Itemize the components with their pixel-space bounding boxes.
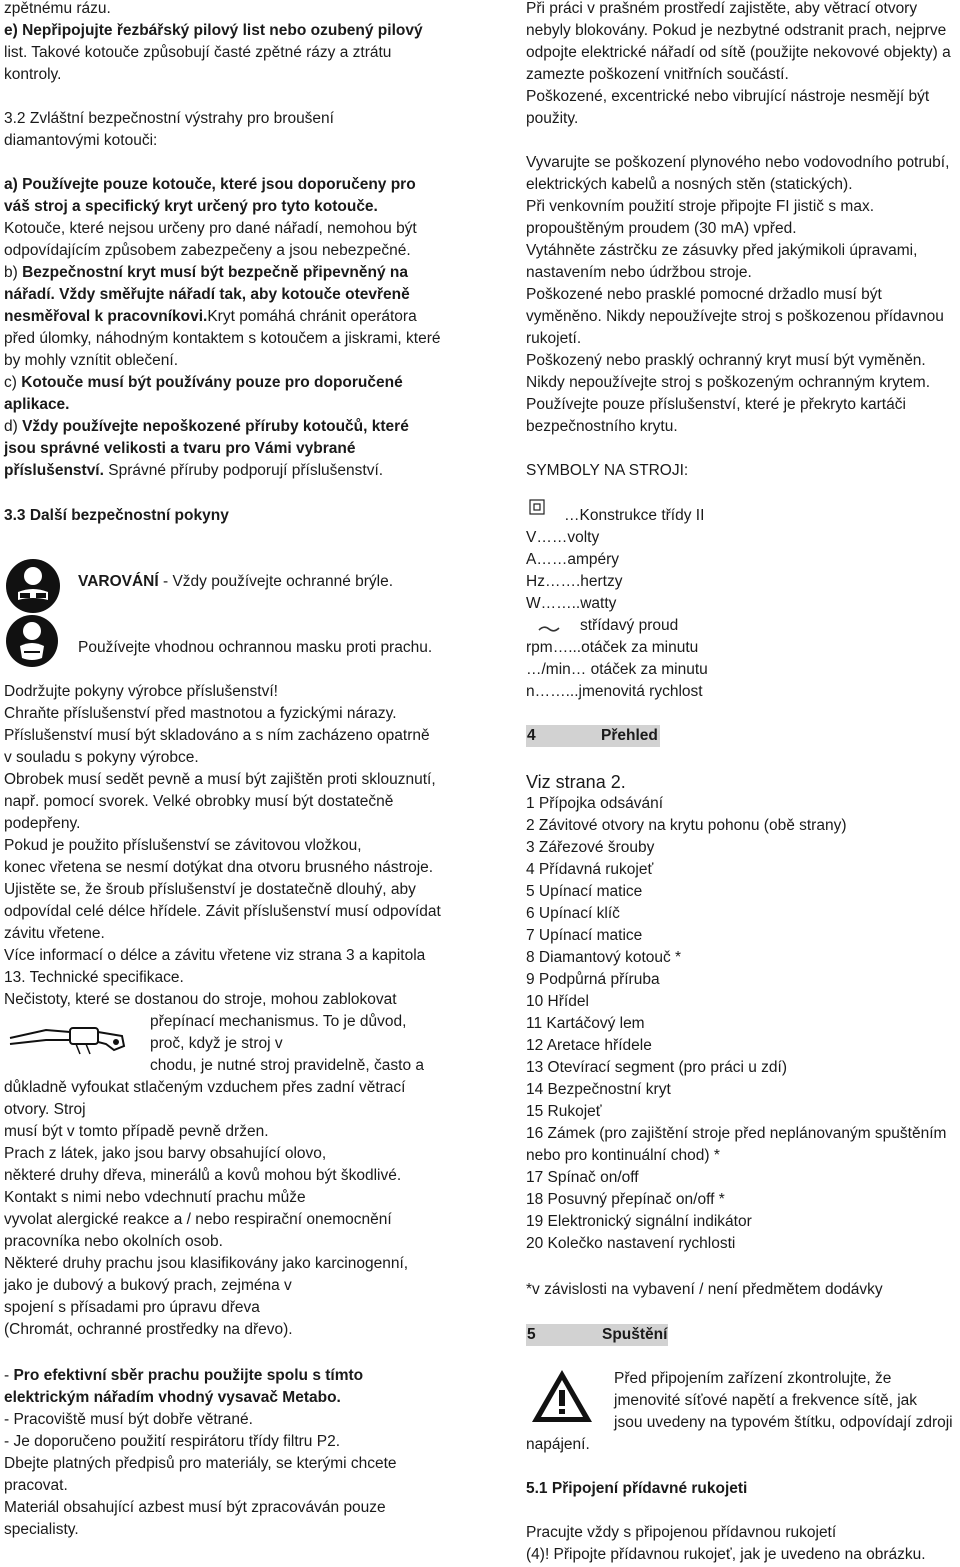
text-line: nesměřoval k pracovníkovi.Kryt pomáhá chránit operátora [4,308,417,325]
text-line: spojení s přísadami pro úpravu dřeva [4,1299,260,1316]
dust-mask-icon [4,614,60,668]
parts-list-item: 11 Kartáčový lem [526,1015,645,1032]
warning-line: VAROVÁNÍ - Vždy používejte ochranné brýle. [78,573,394,590]
text-line: Pracujte vždy s připojenou přídavnou rukojetí [526,1524,837,1541]
text-line: Kontakt s nimi nebo vdechnutí prachu může [4,1189,306,1206]
symbol-line: A……ampéry [526,551,620,568]
text-line: Pokud je použito příslušenství se závitovou vložkou, [4,837,362,854]
symbol-line: střídavý proud [580,617,679,634]
text-line: elektrických kabelů a nosných stěn (statických). [526,176,853,193]
alternating-current-icon [538,624,560,634]
parts-list-item: 8 Diamantový kotouč * [526,949,682,966]
parts-list-item: 16 Zámek (pro zajištění stroje před neplánovaným spuštěním [526,1125,947,1142]
text-line: Ujistěte se, že šroub příslušenství je dostatečně dlouhý, aby [4,881,416,898]
parts-list-item: 7 Upínací matice [526,927,643,944]
parts-list-item: 1 Přípojka odsávání [526,795,664,812]
text-line: vyvolat alergické reakce a / nebo respirační onemocnění [4,1211,392,1228]
text-line: zamezte poškození vnitřních součástí. [526,66,789,83]
text-line: nebyly blokovány. Pokud je nezbytné odstranit prach, nejprve [526,22,947,39]
text-line: Vytáhněte zástrčku ze zásuvky před jakýmikoli úpravami, [526,242,918,259]
text-line: aplikace. [4,396,70,413]
section-heading: diamantovými kotouči: [4,132,158,149]
class-ii-symbol-icon [529,499,545,515]
text-line: pracovat. [4,1477,68,1494]
text-line: c) Kotouče musí být používány pouze pro doporučené [4,374,403,391]
text-line: by mohly vznítit oblečení. [4,352,179,369]
text-line: jako je dubový a bukový prach, zejména v [4,1277,292,1294]
section-heading: 5.1 Připojení přídavné rukojeti [526,1480,748,1497]
text-line: otvory. Stroj [4,1101,86,1118]
text-line: Při práci v prašném prostředí zajistěte, aby větrací otvory [526,0,918,17]
text-line: b) Bezpečnostní kryt musí být bezpečně připevněný na [4,264,408,281]
text-line: Materiál obsahující azbest musí být zpracováván pouze [4,1499,386,1516]
text-line: kontroly. [4,66,62,83]
text-line: a) Používejte pouze kotouče, které jsou doporučeny pro [4,176,416,193]
text-line: v souladu s pokyny výrobce. [4,749,199,766]
text-line: důkladně vyfoukat stlačeným vzduchem přes zadní větrací [4,1079,406,1096]
text-line: Poškozené, excentrické nebo vibrující nástroje nesmějí být [526,88,930,105]
text-line: Používejte pouze příslušenství, které je překryto kartáči [526,396,906,413]
section-5-title: Spuštění [602,1326,668,1343]
parts-list-item: 9 Podpůrná příruba [526,971,660,988]
symbol-line: rpm…...otáček za minutu [526,639,699,656]
text-line: Prach z látek, jako jsou barvy obsahující olovo, [4,1145,327,1162]
text-line: (Chromát, ochranné prostředky na dřevo). [4,1321,293,1338]
parts-list-item: 3 Zářezové šrouby [526,839,655,856]
text-line: Dodržujte pokyny výrobce příslušenství! [4,683,278,700]
parts-list-item: 19 Elektronický signální indikátor [526,1213,752,1230]
parts-list-item: 17 Spínač on/off [526,1169,639,1186]
text-line: Příslušenství musí být skladováno a s ním zacházeno opatrně [4,727,430,744]
text-line: proč, když je stroj v [150,1035,283,1052]
text-line: odpovídal celé délce hřídele. Závit příslušenství musí odpovídat [4,903,441,920]
text-line: bezpečnostního krytu. [526,418,678,435]
text-line: odpovídajícím způsobem zabezpečeny a jsou nebezpečné. [4,242,411,259]
text-line: příslušenství. Správné příruby podporují příslušenství. [4,462,384,479]
section-4-title: Přehled [601,727,658,744]
parts-list-item: 13 Otevírací segment (pro práci u zdí) [526,1059,788,1076]
parts-list-item: 12 Aretace hřídele [526,1037,652,1054]
text-line: jsou uvedeny na typovém štítku, odpovídají zdroji [614,1414,953,1431]
text-line: chodu, je nutné stroj pravidelně, často a [150,1057,425,1074]
footnote: *v závislosti na vybavení / není předmětem dodávky [526,1281,883,1298]
parts-list-item: 14 Bezpečnostní kryt [526,1081,671,1098]
parts-list-item: 6 Upínací klíč [526,905,620,922]
text-line: Některé druhy prachu jsou klasifikovány jako karcinogenní, [4,1255,409,1272]
parts-list-item: 4 Přídavná rukojeť [526,861,654,878]
safety-goggles-icon [4,558,62,614]
text-line: specialisty. [4,1521,79,1538]
text-line: musí být v tomto případě pevně držen. [4,1123,269,1140]
text-line: Před připojením zařízení zkontrolujte, že [614,1370,892,1387]
text-line: Kotouče, které nejsou určeny pro dané nářadí, nemohou být [4,220,417,237]
text-line: napájení. [526,1436,590,1453]
text-line: Poškozené nebo prasklé pomocné držadlo musí být [526,286,882,303]
text-line: použity. [526,110,579,127]
text-line: rukojetí. [526,330,582,347]
text-line: pracovníka nebo okolních osob. [4,1233,223,1250]
text-line: před úlomky, náhodným kontaktem s kotoučem a jiskrami, které [4,330,441,347]
text-line: Nečistoty, které se dostanou do stroje, mohou zablokovat [4,991,397,1008]
parts-list-item: 5 Upínací matice [526,883,643,900]
text-line: list. Takové kotouče způsobují časté zpětné rázy a ztrátu [4,44,392,61]
text-line: Poškozený nebo prasklý ochranný kryt musí být vyměněn. [526,352,926,369]
symbol-line: V……volty [526,529,600,546]
text-line: - Je doporučeno použití respirátoru třídy filtru P2. [4,1433,340,1450]
text-line: propouštěným proudem (30 mA) vpřed. [526,220,797,237]
section-4-number: 4 [527,727,536,744]
text-line: nastavením nebo údržbou stroje. [526,264,752,281]
text-line: konec vřetena se nesmí dotýkat dna otvoru brusného nástroje. [4,859,434,876]
parts-list-item: 15 Rukojeť [526,1103,602,1120]
text-line: Obrobek musí sedět pevně a musí být zajištěn proti sklouznutí, [4,771,436,788]
parts-list-item: 10 Hřídel [526,993,589,1010]
text-line: Nikdy nepoužívejte stroj s poškozeným ochranným krytem. [526,374,931,391]
text-line: vyměněno. Nikdy nepoužívejte stroj s poškozenou přídavnou [526,308,944,325]
text-line: Používejte vhodnou ochrannou masku proti prachu. [78,639,433,656]
text-line: d) Vždy používejte nepoškozené příruby kotoučů, které [4,418,409,435]
text-line: odpojte elektrické nářadí od sítě (použijte nekovové objekty) a [526,44,951,61]
text-line: 13. Technické specifikace. [4,969,184,986]
text-line: závitu vřetene. [4,925,105,942]
air-blower-icon [6,1020,130,1056]
parts-list-item: 18 Posuvný přepínač on/off * [526,1191,725,1208]
text-line: - Pracoviště musí být dobře větrané. [4,1411,253,1428]
page-reference: Viz strana 2. [526,772,626,792]
text-line: jsou správné velikosti a tvaru pro Vámi vybrané [4,440,356,457]
text-line: Vyvarujte se poškození plynového nebo vodovodního potrubí, [526,154,950,171]
text-line: Při venkovním použití stroje připojte FI jistič s max. [526,198,875,215]
parts-list-item: 20 Kolečko nastavení rychlosti [526,1235,736,1252]
symbol-line: W……..watty [526,595,617,612]
text-line: elektrickým nářadím vhodný vysavač Metabo. [4,1389,341,1406]
text-line: Chraňte příslušenství před mastnotou a fyzickými nárazy. [4,705,397,722]
text-line: podepřeny. [4,815,81,832]
symbol-line: …/min… otáček za minutu [526,661,708,678]
text-line: přepínací mechanismus. To je důvod, [150,1013,407,1030]
text-line: některé druhy dřeva, minerálů a kovů mohou být škodlivé. [4,1167,402,1184]
text-line: Dbejte platných předpisů pro materiály, se kterými chcete [4,1455,397,1472]
text-line: např. pomocí svorek. Velké obrobky musí být dostatečně [4,793,394,810]
section-5-number: 5 [527,1326,536,1343]
symbol-line: …Konstrukce třídy II [564,507,705,524]
text-line: - Pro efektivní sběr prachu použijte spolu s tímto [4,1367,364,1384]
section-heading: SYMBOLY NA STROJI: [526,462,689,479]
section-heading: 3.2 Zvláštní bezpečnostní výstrahy pro broušení [4,110,334,127]
text-line: e) Nepřipojujte řezbářský pilový list nebo ozubený pilový [4,22,423,39]
text-line: zpětnému rázu. [4,0,111,17]
text-line: (4)! Připojte přídavnou rukojeť, jak je uvedeno na obrázku. [526,1546,926,1563]
symbol-line: Hz…….hertzy [526,573,623,590]
symbol-line: n……...jmenovitá rychlost [526,683,703,700]
text-line: nářadí. Vždy směřujte nářadí tak, aby kotouče otevřeně [4,286,410,303]
text-line: jmenovité síťové napětí a frekvence sítě, jak [614,1392,918,1409]
parts-list-item: nebo pro kontinuální chod) * [526,1147,720,1164]
warning-triangle-icon [530,1368,594,1424]
parts-list-item: 2 Závitové otvory na krytu pohonu (obě strany) [526,817,847,834]
text-line: váš stroj a specifický kryt určený pro tyto kotouče. [4,198,378,215]
text-line: Více informací o délce a závitu vřetene viz strana 3 a kapitola [4,947,426,964]
section-heading: 3.3 Další bezpečnostní pokyny [4,507,229,524]
